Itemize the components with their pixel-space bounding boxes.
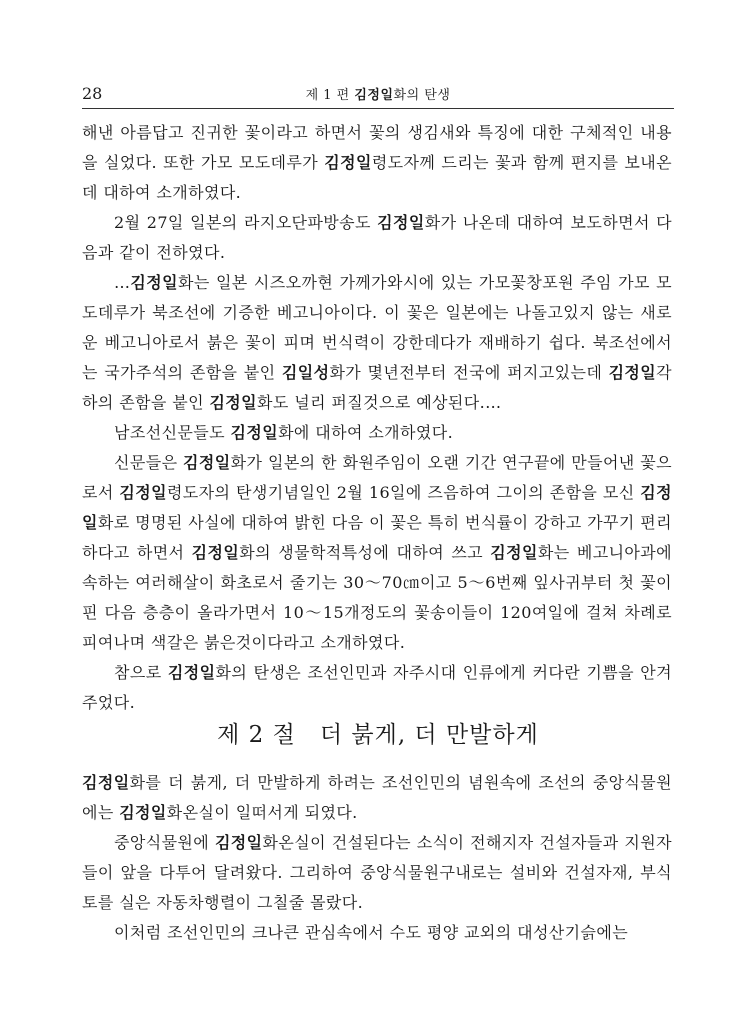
bold-name: 김정일 bbox=[119, 803, 167, 822]
text-run: 이처럼 조선인민의 크나큰 관심속에서 수도 평양 교외의 대성산기슭에는 bbox=[114, 923, 629, 942]
page-header bbox=[82, 84, 674, 104]
paragraph bbox=[82, 768, 672, 828]
text-run: 화가 몇년전부터 전국에 퍼지고있는데 bbox=[329, 363, 609, 382]
text-run: 남조선신문들도 bbox=[114, 423, 231, 442]
paragraph bbox=[82, 118, 672, 208]
bold-name: 김정일 bbox=[490, 543, 538, 562]
text-run: 화온실이 일떠서게 되였다. bbox=[166, 803, 358, 822]
bold-name: 김일성 bbox=[281, 363, 330, 382]
bold-name: 김정일 bbox=[377, 213, 425, 232]
paragraph bbox=[82, 208, 672, 268]
bold-name: 김정일 bbox=[183, 453, 231, 472]
paragraph bbox=[82, 828, 672, 918]
text-run: 화는 일본 시즈오까현 가께가와시에 있는 가모꽃창포원 주임 가모 모도데루가 북조선에 기증한 베고니아이다. 이 꽃은 일본에는 나돌고있지 않는 새로운 베고니아로서 붉은 꽃이 피며 번식력이 강한데다가 재배하기 쉽다. 북조선에서는 국가주석의 존함을 붙인 bbox=[82, 273, 672, 382]
text-run: … bbox=[114, 273, 131, 292]
text-run: 신문들은 bbox=[114, 453, 184, 472]
bold-name: 김정일 bbox=[119, 483, 167, 502]
header-rule bbox=[82, 108, 674, 109]
running-title-suffix: 화의 탄생 bbox=[393, 88, 451, 103]
bold-name: 김정일 bbox=[167, 663, 216, 682]
paragraph bbox=[82, 418, 672, 448]
running-title-name: 김정일 bbox=[354, 88, 394, 103]
text-run: 화의 탄생은 조선인민과 자주시대 인류에게 커다란 기쁨을 안겨주었다. bbox=[82, 663, 672, 712]
text-run: 화가 나온데 대하여 보도하면서 다음과 같이 전하였다. bbox=[82, 213, 672, 262]
text-run: 령도자의 탄생기념일인 2월 16일에 즈음하여 그이의 존함을 모신 bbox=[166, 483, 641, 502]
bold-name: 김정일 bbox=[209, 393, 258, 412]
paragraph bbox=[82, 918, 672, 948]
section-title: 제 2 절 더 붉게, 더 만발하게 bbox=[217, 722, 539, 748]
paragraph bbox=[82, 658, 672, 718]
body-text-bottom bbox=[82, 768, 672, 948]
paragraph bbox=[82, 448, 672, 658]
bold-name: 김정일 bbox=[130, 273, 178, 292]
text-run: 화에 대하여 소개하였다. bbox=[278, 423, 454, 442]
text-run: 화를 더 붉게, 더 만발하게 하려는 조선인민의 념원속에 조선의 중앙식물원에는 bbox=[82, 773, 672, 822]
text-run: 화로 명명된 사실에 대하여 밝힌 다음 이 꽃은 특히 번식률이 강하고 가꾸기 편리하다고 하면서 bbox=[82, 513, 672, 562]
bold-name: 김정일 bbox=[214, 833, 263, 852]
bold-name: 김정일 bbox=[82, 773, 130, 792]
text-run: 령도자께 드리는 꽃과 함께 편지를 보내온데 대하여 소개하였다. bbox=[82, 153, 673, 202]
bold-name: 김정일 bbox=[324, 153, 372, 172]
bold-name: 김정일 bbox=[82, 483, 673, 532]
text-run: 화의 생물학적특성에 대하여 쓰고 bbox=[239, 543, 491, 562]
bold-name: 김정일 bbox=[230, 423, 279, 442]
text-run: 참으로 bbox=[114, 663, 168, 682]
running-title bbox=[82, 84, 674, 103]
text-run: 중앙식물원에 bbox=[114, 833, 215, 852]
bold-name: 김정일 bbox=[191, 543, 240, 562]
text-run: 해낸 아름답고 진귀한 꽃이라고 하면서 꽃의 생김새와 특징에 대한 구체적인 내용을 실었다. 또한 가모 모도데루가 bbox=[82, 123, 672, 172]
text-run: 화가 일본의 한 화원주임이 오랜 기간 연구끝에 만들어낸 꽃으로서 bbox=[82, 453, 672, 502]
text-run: 2월 27일 일본의 라지오단파방송도 bbox=[114, 213, 378, 232]
text-run: 화온실이 건설된다는 소식이 전해지자 건설자들과 지원자들이 앞을 다투어 달려왔다. 그리하여 중앙식물원구내로는 설비와 건설자재, 부식토를 실은 자동차행렬이 그칠줄 몰랐다. bbox=[82, 833, 673, 912]
text-run: 각하의 존함을 붙인 bbox=[82, 363, 672, 412]
running-title-prefix: 제 1 편 bbox=[305, 88, 355, 103]
body-text-top bbox=[82, 118, 672, 718]
text-run: 화는 베고니아과에 속하는 여러해살이 화초로서 줄기는 30～70㎝이고 5～6번째 잎사귀부터 첫 꽃이 핀 다음 층층이 올라가면서 10～15개정도의 꽃송이들이 120여일에 걸쳐 차례로 피여나며 색갈은 붉은것이다라고 소개하였다. bbox=[82, 543, 672, 652]
text-run: 화도 널리 퍼질것으로 예상된다.… bbox=[257, 393, 502, 412]
page-number: 28 bbox=[82, 84, 103, 103]
bold-name: 김정일 bbox=[608, 363, 657, 382]
paragraph bbox=[82, 268, 672, 418]
